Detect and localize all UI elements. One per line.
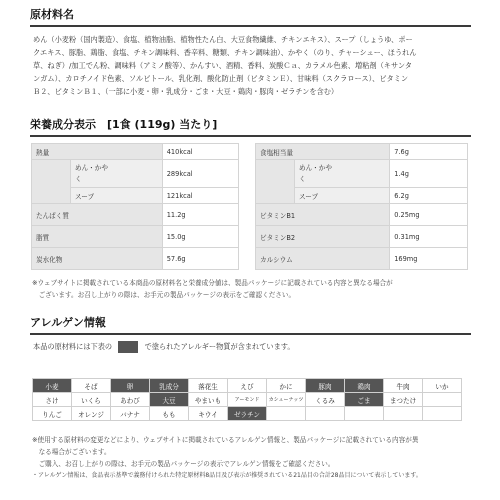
salt-label: 食塩相当量 [256, 144, 390, 160]
allergen-cell [384, 407, 423, 421]
allergen-cell: オレンジ [72, 407, 111, 421]
table-row [32, 160, 239, 188]
allergen-cell: やまいも [189, 393, 228, 407]
allergen-cell: アーモンド [228, 393, 267, 407]
ingredients-heading-rule [30, 25, 471, 27]
carb-value: 57.6g [162, 248, 238, 270]
table-row [256, 204, 468, 226]
allergen-cell: りんご [33, 407, 72, 421]
ingredients-line: Ｂ２、ビタミンＢ１、（一部に小麦・卵・乳成分・ごま・大豆・鶏肉・豚肉・ゼラチンを含む） [33, 87, 339, 96]
energy-sub-spacer [32, 160, 71, 204]
ingredients-line: クエキス、豚脂、鶏脂、食塩、チキン調味料、香辛料、糖類、チキン調味油）、かやく（のり、チャーシュー、ほうれん [33, 48, 417, 57]
salt-soup-value: 6.2g [390, 188, 468, 204]
allergen-intro [33, 340, 295, 353]
energy-value: 410kcal [162, 144, 238, 160]
allergen-cell: バナナ [111, 407, 150, 421]
allergen-cell: あわび [111, 393, 150, 407]
allergen-note-line: ・アレルゲン情報は、食品表示基準で義務付けられた特定原材料8品目及び表示が推奨されている21品目の合計28品目について表示しています。 [32, 472, 422, 479]
allergen-cell: 乳成分 [150, 379, 189, 393]
nutrition-heading-rule [30, 135, 471, 137]
fat-label: 脂質 [32, 226, 163, 248]
table-row [256, 144, 468, 160]
allergen-cell [345, 407, 384, 421]
allergen-cell: 牛肉 [384, 379, 423, 393]
nutrition-note-line: ※ウェブサイトに掲載されている本商品の原材料名と栄養成分値は、製品パッケージに記載されている内容と異なる場合が [32, 279, 393, 287]
allergen-table [32, 378, 462, 421]
allergen-cell [267, 407, 306, 421]
vitamin-b1-label: ビタミンB1 [256, 204, 390, 226]
allergen-row [33, 393, 462, 407]
ingredients-line: ンガム）、カロチノイド色素、ソルビトール、乳化剤、酸化防止剤（ビタミンＥ）、甘味料（スクラロース）、ビタミン [33, 74, 409, 83]
vitamin-b1-value: 0.25mg [390, 204, 468, 226]
allergen-note-line: なる場合がございます。 [32, 448, 111, 456]
allergen-row [33, 407, 462, 421]
ingredients-line: 草、ねぎ）/加工でん粉、調味料（アミノ酸等）、かんすい、酒精、香料、炭酸Ｃａ、カラメル色素、増粘剤（キサンタ [33, 61, 412, 70]
allergen-cell: まつたけ [384, 393, 423, 407]
nutrition-heading: 栄養成分表示 [1食 (119g) 当たり] [30, 118, 218, 131]
allergen-legend-swatch [118, 341, 138, 353]
calcium-value: 169mg [390, 248, 468, 270]
allergen-note-line: ご購入、お召し上がりの際は、お手元の製品パッケージの表示でアレルゲン情報をご確認ください。 [32, 460, 335, 468]
allergen-cell [423, 393, 462, 407]
energy-soup-label: スープ [71, 188, 163, 204]
calcium-label: カルシウム [256, 248, 390, 270]
allergen-cell: 落花生 [189, 379, 228, 393]
protein-label: たんぱく質 [32, 204, 163, 226]
fat-value: 15.0g [162, 226, 238, 248]
ingredients-text [33, 33, 478, 98]
table-row [32, 226, 239, 248]
allergen-cell [306, 407, 345, 421]
carb-label: 炭水化物 [32, 248, 163, 270]
protein-value: 11.2g [162, 204, 238, 226]
allergen-heading: アレルゲン情報 [30, 316, 106, 329]
allergen-intro-after: で塗られたアレルギー物質が含まれています。 [144, 342, 295, 351]
salt-sub-spacer [256, 160, 295, 204]
salt-noodle-label: めん・かや く [295, 160, 390, 188]
allergen-cell: カシューナッツ [267, 393, 306, 407]
table-row [256, 248, 468, 270]
table-row [32, 144, 239, 160]
allergen-cell: 鶏肉 [345, 379, 384, 393]
allergen-cell: そば [72, 379, 111, 393]
allergen-row [33, 379, 462, 393]
allergen-cell: ごま [345, 393, 384, 407]
allergen-cell: キウイ [189, 407, 228, 421]
energy-soup-value: 121kcal [162, 188, 238, 204]
ingredients-heading: 原材料名 [30, 8, 74, 21]
energy-noodle-value: 289kcal [162, 160, 238, 188]
nutrition-note [32, 277, 393, 301]
allergen-cell [423, 407, 462, 421]
allergen-intro-before: 本品の原材料には下表の [33, 342, 113, 351]
table-row [256, 160, 468, 188]
allergen-cell: えび [228, 379, 267, 393]
salt-value: 7.6g [390, 144, 468, 160]
allergen-cell: いくら [72, 393, 111, 407]
allergen-cell: ゼラチン [228, 407, 267, 421]
salt-noodle-value: 1.4g [390, 160, 468, 188]
allergen-cell: 卵 [111, 379, 150, 393]
allergen-cell: かに [267, 379, 306, 393]
salt-soup-label: スープ [295, 188, 390, 204]
table-row [32, 248, 239, 270]
nutrition-note-line: ございます。お召し上がりの際は、お手元の製品パッケージの表示をご確認ください。 [32, 291, 296, 299]
allergen-cell: 小麦 [33, 379, 72, 393]
ingredients-line: めん（小麦粉（国内製造）、食塩、植物油脂、植物性たん白、大豆食物繊維、チキンエキス）、スープ（しょうゆ、ポー [33, 35, 413, 44]
vitamin-b2-label: ビタミンB2 [256, 226, 390, 248]
energy-noodle-label: めん・かや く [71, 160, 163, 188]
table-row [256, 226, 468, 248]
allergen-cell: くるみ [306, 393, 345, 407]
allergen-cell: いか [423, 379, 462, 393]
energy-label: 熱量 [32, 144, 163, 160]
allergen-cell: さけ [33, 393, 72, 407]
nutrition-table-right [255, 143, 468, 270]
allergen-cell: 大豆 [150, 393, 189, 407]
allergen-note [32, 434, 422, 482]
table-row [32, 204, 239, 226]
allergen-cell: 豚肉 [306, 379, 345, 393]
allergen-cell: もも [150, 407, 189, 421]
vitamin-b2-value: 0.31mg [390, 226, 468, 248]
nutrition-table-left [31, 143, 239, 270]
allergen-note-line: ※使用する原材料の変更などにより、ウェブサイトに掲載されているアレルゲン情報と、製品パッケージに記載されている内容が異 [32, 436, 419, 444]
allergen-heading-rule [30, 333, 471, 335]
